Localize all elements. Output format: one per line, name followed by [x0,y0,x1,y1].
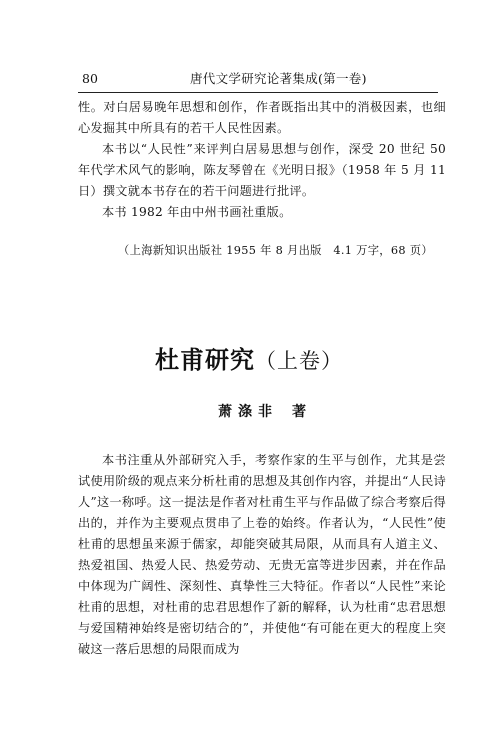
entry-title [0,340,498,375]
running-header-title: 唐代文学研究论著集成(第一卷) [190,71,367,86]
author-line [218,401,312,421]
previous-entry-text [78,97,446,223]
entry-paragraph: 本书注重从外部研究入手，考察作家的生平与创作，尤其是尝试使用阶级的观点来分析杜甫的思想及其创作内容，并提出“人民诗人”这一称呼。这一提法是作者对杜甫生平与作品做了综合考察后得出的，并作为主要观点贯串了上卷的始终。作者认为，“人民性”使杜甫的思想虽来源于儒家，却能突破其局限，从而具有人道主义、热爱祖国、热爱人民、热爱劳动、无贵无富等进步因素，并在作品中体现为广阔性、深刻性、真挚性三大特征。作者以“人民性”来论杜甫的思想，对杜甫的忠君思想作了新的解释，认为杜甫“忠君思想与爱国精神始终是密切结合的”，并使他“有可能在更大的程度上突破这一落后思想的局限而成为 [78,453,446,656]
previous-entry-paragraph: 性。对白居易晚年思想和创作，作者既指出其中的消极因素，也细心发掘其中所具有的若干人民性因素。 [78,100,446,135]
publication-info: （上海新知识出版社 1955 年 8 月出版 4.1 万字，68 页） [118,244,433,257]
entry-title-text: 杜甫研究 [155,345,255,374]
header-rule [78,92,438,93]
entry-volume: （上卷） [255,349,343,373]
running-header [78,70,438,88]
previous-entry-paragraph: 本书 1982 年由中州书画社重版。 [102,205,292,219]
author-role: 著 [292,404,312,420]
page-number: 80 [82,71,98,86]
previous-entry-paragraph: 本书以“人民性”来评判白居易思想与创作，深受 20 世纪 50 年代学术风气的影响，陈友琴曾在《光明日报》（1958 年 5 月 11 日）撰文就本书存在的若干问题进行批评。 [78,142,446,198]
author-name: 萧涤非 [218,404,278,420]
entry-text [78,450,446,660]
